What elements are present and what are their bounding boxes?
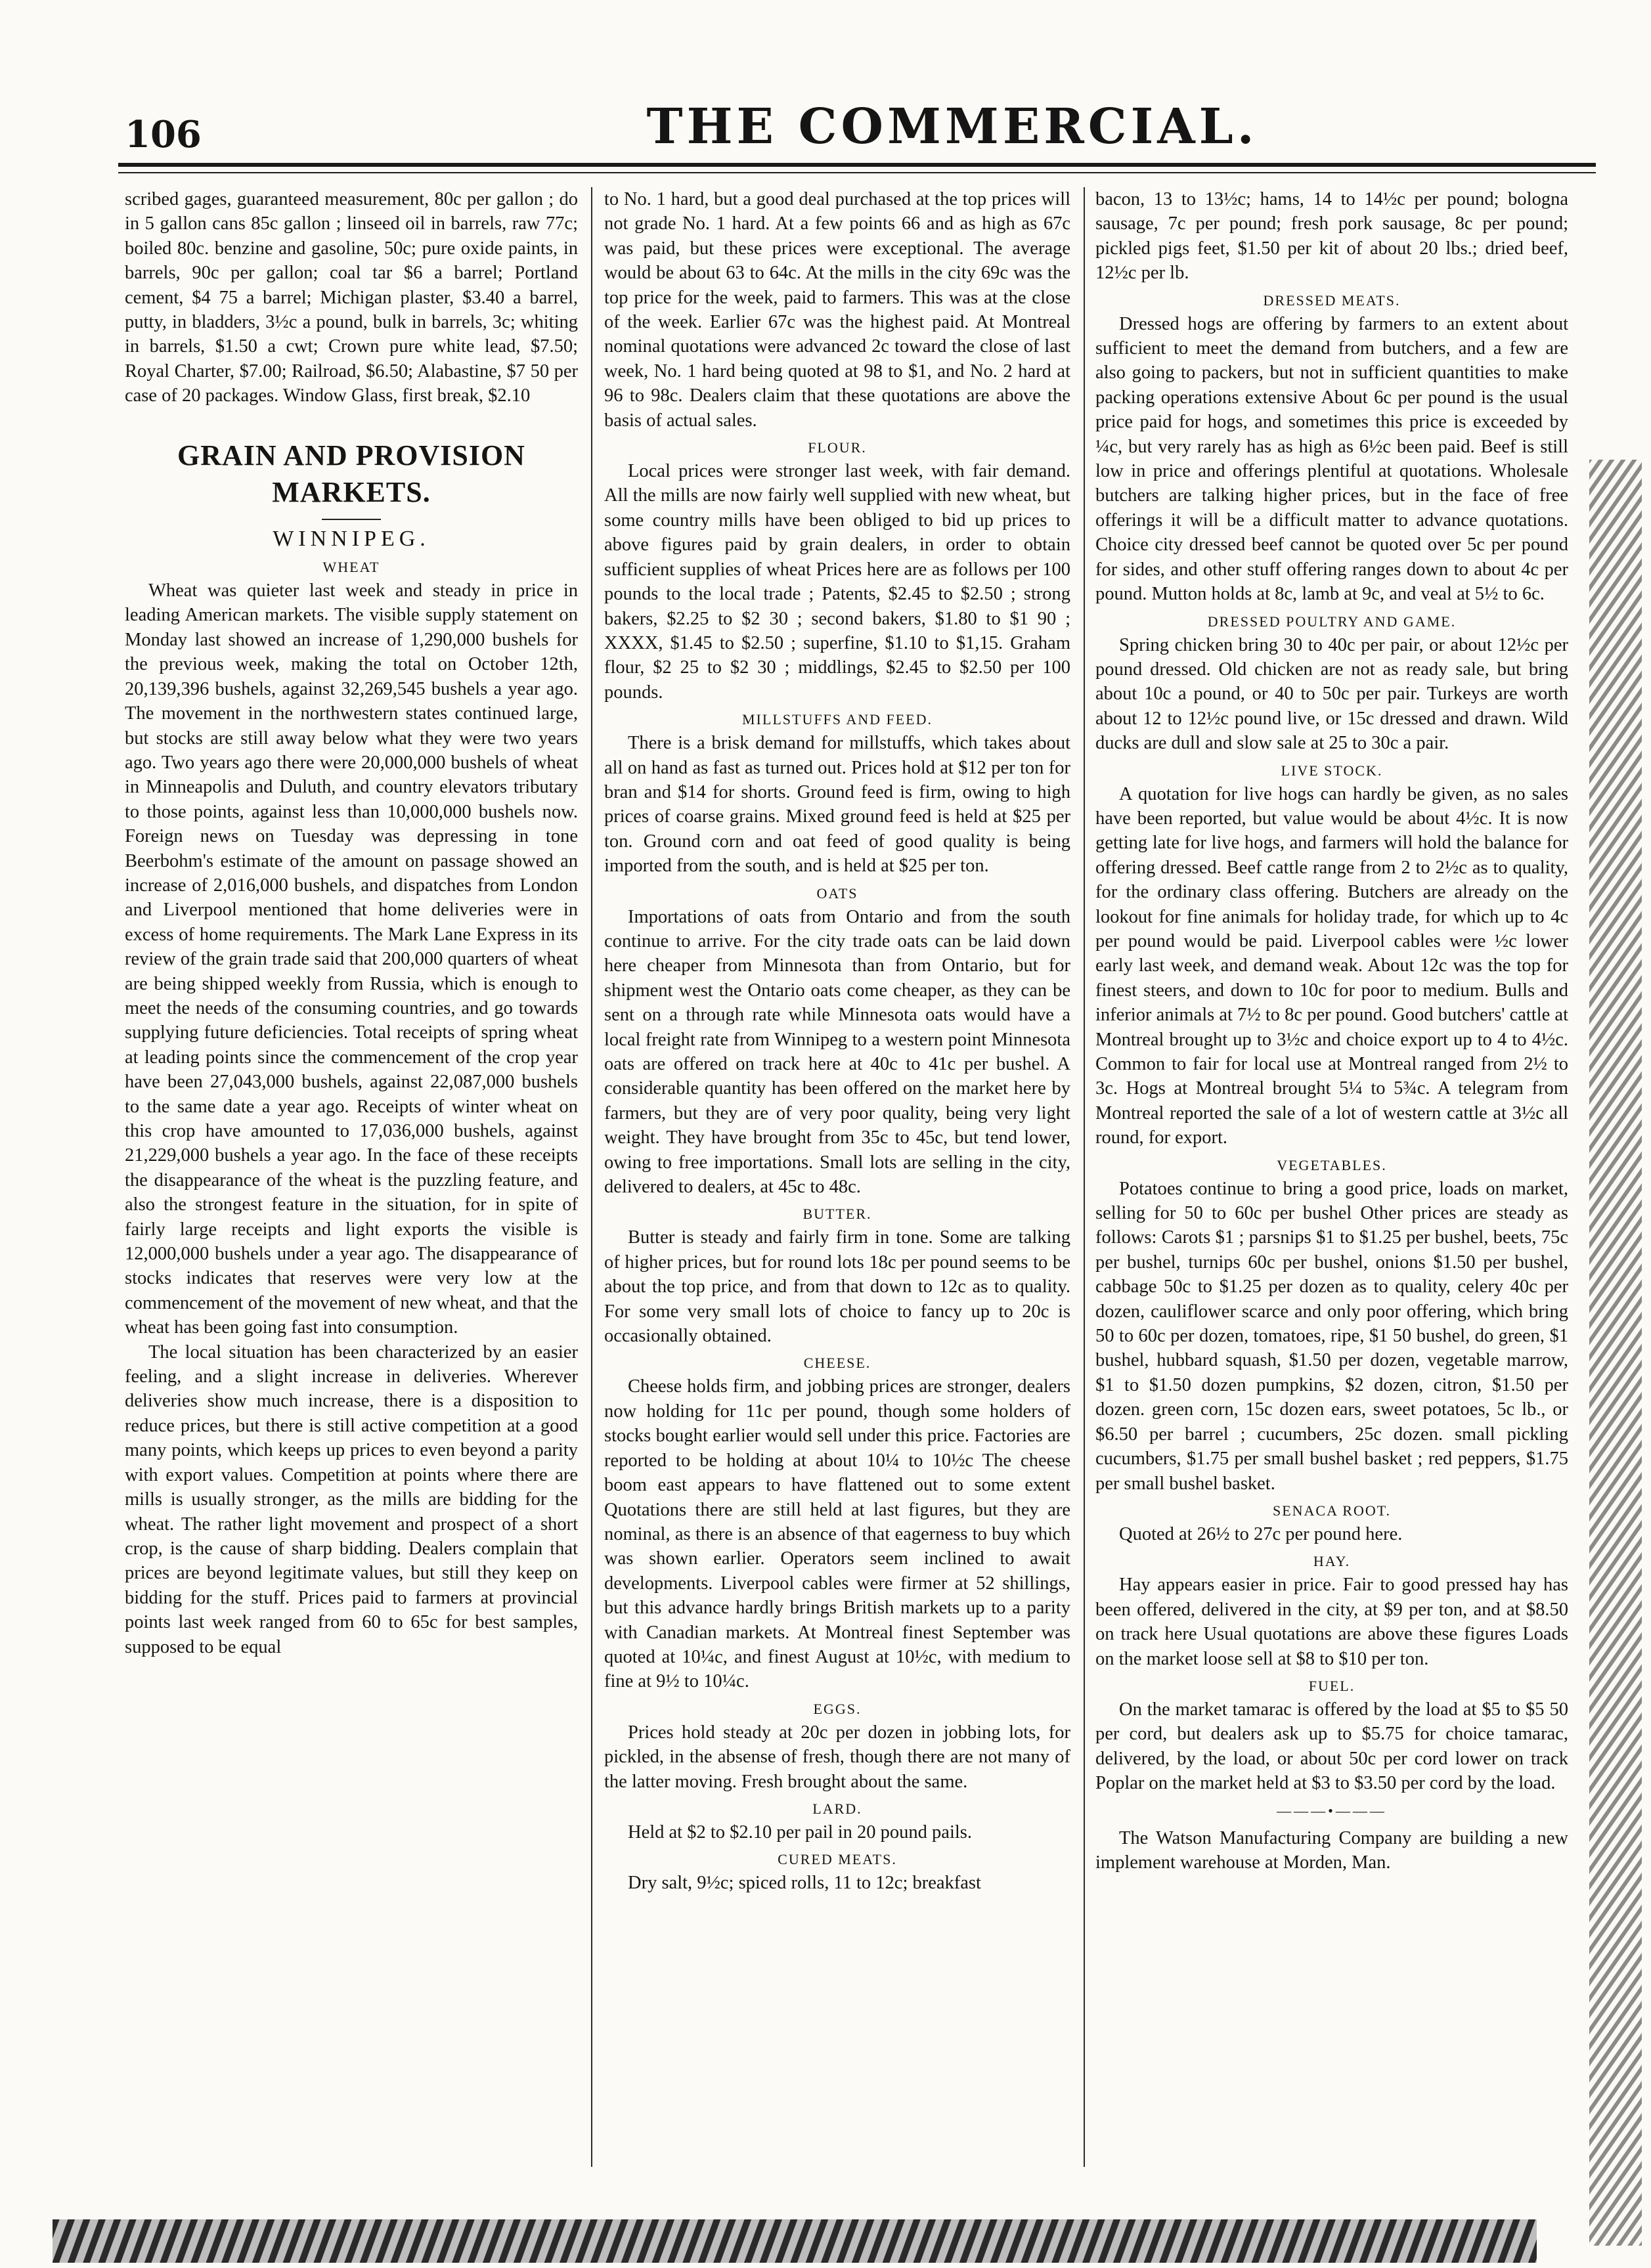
oats-paragraph: Importations of oats from Ontario and from the south continue to arrive. For the city trade oats can be laid down here cheaper from Minnesota than from Ontario, but for shipment west the Ontario oats come cheaper, as they can be sent on a through rate while Minnesota oats would have a local freight rate from Winnipeg to a western point Minnesota oats are offered on track here at 40c to 41c per bushel. A considerable quantity has been offered on the market here by farmers, but they are of very poor quality, being very light weight. They have brought from 35c to 45c, but tend lower, owing to free importations. Small lots are selling in the city, delivered to dealers, at 45c to 48c. [604, 906, 1070, 1198]
butter-paragraph: Butter is steady and fairly firm in tone. Some are talking of higher prices, but for round lots 18c per pound seems to be about the top price, and from that down to 12c as to quality. For some very small lots of choice to fancy up to 20c is occasionally obtained. [604, 1227, 1070, 1347]
flour-subheading: FLOUR. [808, 439, 867, 456]
paint-prices-paragraph: scribed gages, guaranteed measurement, 80c per gallon ; do in 5 gallon cans 85c gallon ; linseed oil in barrels, raw 77c; boiled 80c. benzine and gasoline, 50c; pure oxide paints, in barrels, 90c per gallon; coal tar $6 a barrel; Portland cement, $4 75 a barrel; Michigan plaster, $3.40 a barrel, putty, in bladders, 3½c a pound, bulk in barrels, 3c; whiting in barrels, $1.50 a cwt; Crown pure white lead, $7.50; Royal Charter, $7.00; Railroad, $6.50; Alabastine, $7 50 per case of 20 packages. Window Glass, first break, $2.10 [125, 189, 578, 406]
millstuffs-subheading: MILLSTUFFS AND FEED. [742, 711, 933, 728]
masthead-rule-thick [118, 163, 1596, 167]
butter-subheading: BUTTER. [803, 1206, 872, 1223]
hay-paragraph: Hay appears easier in price. Fair to good pressed hay has been offered, delivered in the city, at $9 per ton, and at $8.50 on track here Usual quotations are above these figures Loads on the market loose sell at $8 to $10 per ton. [1095, 1575, 1568, 1669]
senaca-root-subheading: SENACA ROOT. [1272, 1502, 1392, 1519]
eggs-paragraph: Prices hold steady at 20c per dozen in jobbing lots, for pickled, in the absense of fresh, though there are not many of the latter moving. Fresh brought about the same. [604, 1722, 1070, 1792]
dressed-meats-paragraph: Dressed hogs are offering by farmers to an extent about sufficient to meet the demand from butchers, and a few are also going to packers, but not in sufficient quantities to make packing operations extensive About 6c per pound is the usual price paid for hogs, and sometimes this price is exceeded by ¼c, but very rarely has as high as 6½c been paid. Beef is still low in price and offerings plentiful at quotations. Wholesale butchers are talking higher prices, but in the face of free offerings it will be a difficult matter to advance quotations. Choice city dressed beef cannot be quoted over 5c per pound for sides, and other stuff offering ranges down to about 4c per pound. Mutton holds at 8c, lamb at 9c, and veal at 5½ to 6c. [1095, 313, 1568, 605]
fuel-subheading: FUEL. [1308, 1677, 1355, 1694]
watson-news-paragraph: The Watson Manufacturing Company are building a new implement warehouse at Morden, Man. [1095, 1827, 1568, 1873]
wheat-subheading: WHEAT [322, 559, 380, 576]
scan-edge-noise [1576, 460, 1642, 2246]
heading-rule [322, 519, 381, 520]
section-heading: GRAIN AND PROVISION MARKETS. [177, 439, 525, 508]
lard-subheading: LARD. [812, 1800, 862, 1817]
column-1 [125, 187, 578, 2173]
oats-subheading: OATS [816, 884, 858, 902]
column-divider-2 [1084, 187, 1085, 2167]
cured-meats-subheading: CURED MEATS. [778, 1851, 897, 1868]
poultry-paragraph: Spring chicken bring 30 to 40c per pair, or about 12½c per pound dressed. Old chicken are not as ready sale, but bring about 10c a pound, or 40 to 50c per pair. Turkeys are worth about 12 to 12½c pound live, or 15c dressed and drawn. Wild ducks are dull and slow sale at 25 to 30c a pair. [1095, 634, 1568, 754]
lard-paragraph: Held at $2 to $2.10 per pail in 20 pound pails. [628, 1821, 973, 1843]
masthead [0, 0, 1651, 171]
hay-subheading: HAY. [1313, 1553, 1351, 1570]
flour-paragraph: Local prices were stronger last week, with fair demand. All the mills are now fairly well supplied with new wheat, but some country mills have been obliged to bid up prices to above figures paid by grain dealers, in order to obtain sufficient supplies of wheat Prices here are as follows per 100 pounds to the local trade ; Patents, $2.45 to $2.50 ; strong bakers, $2.25 to $2 30 ; second bakers, $1.80 to $1 90 ; XXXX, $1.45 to $2.50 ; superfine, $1.10 to $1,15. Graham flour, $2 25 to $2 30 ; middlings, $2.45 to $2.50 per 100 pounds. [604, 461, 1070, 703]
cheese-paragraph: Cheese holds firm, and jobbing prices are stronger, dealers now holding for 11c per pound, though some holders of stocks bought earlier would sell under this price. Factories are reported to be holding at about 10¼ to 10½c The cheese boom east appears to have flattened out to some extent Quotations there are still held at last figures, but they are nominal, as there is an absence of that eagerness to buy which was shown earlier. Operators seem inclined to await developments. Liverpool cables were firmer at 52 shillings, but this advance hardly brings British markets up to a parity with Canadian markets. At Montreal finest September was quoted at 10¼c, and finest August at 10½c, with medium to fine at 9½ to 10¼c. [604, 1376, 1070, 1692]
scan-bottom-noise [53, 2219, 1537, 2263]
fuel-paragraph: On the market tamarac is offered by the load at $5 to $5 50 per cord, but dealers ask up to $5.75 for choice tamarac, delivered, by the load, or about 50c per cord lower on track Poplar on the market held at $3 to $3.50 per cord by the load. [1095, 1699, 1568, 1794]
column-2 [604, 187, 1070, 2173]
local-situation-paragraph: The local situation has been characterized by an easier feeling, and a slight increase in deliveries. Wherever deliveries show much increase, there is a disposition to reduce prices, but there is still active competition at a good many points, which keeps up prices to even beyond a parity with export values. Competition at points where there are mills is usually stronger, as the mills are bidding for the wheat. The rather light movement and prospect of a short crop, is the cause of sharp bidding. Dealers complain that prices are beyond legitimate values, but still they keep on bidding for the stuff. Prices paid to farmers at provincial points last week ranged from 60 to 65c for best samples, supposed to be equal [125, 1341, 578, 1657]
newspaper-title: THE COMMERCIAL. [646, 98, 1258, 155]
cheese-subheading: CHEESE. [803, 1355, 871, 1372]
dressed-meats-subheading: DRESSED MEATS. [1263, 292, 1401, 309]
cured-meats-paragraph: Dry salt, 9½c; spiced rolls, 11 to 12c; breakfast [628, 1873, 981, 1894]
eggs-subheading: EGGS. [813, 1700, 862, 1717]
ornamental-separator: ———•——— [1277, 1802, 1387, 1819]
column-3 [1095, 187, 1568, 2173]
millstuffs-paragraph: There is a brisk demand for millstuffs, which takes about all on hand as fast as turned out. Prices hold at $12 per ton for bran and $14 for shorts. Ground feed is firm, owing to high prices of coarse grains. Mixed ground feed is held at $25 per ton. Ground corn and oat feed of good quality is being imported from the south, and is held at $25 per ton. [604, 733, 1070, 877]
vegetables-paragraph: Potatoes continue to bring a good price, loads on market, selling for 50 to 60c per bushel Other prices are steady as follows: Carots $1 ; parsnips $1 to $1.25 per bushel, beets, 75c per bushel, turnips 60c per bushel, onions $1.50 per bushel, cabbage 50c to $1.25 per dozen as to quality, celery 40c per dozen, cauliflower scarce and only poor offering, which bring 50 to 60c per dozen, tomatoes, ripe, $1 50 bushel, do green, $1 bushel, hubbard squash, $1.50 per dozen, vegetable marrow, $1 to $1.50 dozen pumpkins, $2 dozen, citron, $1.50 per dozen. green corn, 15c dozen ears, sweet potatoes, 5c lb., or $6.50 per barrel ; cucumbers, 25c dozen. small pickling cucumbers, $1.75 per small bushel basket ; red peppers, $1.75 per small bushel basket. [1095, 1178, 1568, 1494]
poultry-subheading: DRESSED POULTRY AND GAME. [1207, 613, 1457, 630]
vegetables-subheading: VEGETABLES. [1277, 1156, 1387, 1173]
live-stock-subheading: LIVE STOCK. [1281, 762, 1383, 779]
masthead-rule-thin [118, 172, 1596, 173]
city-heading: WINNIPEG. [273, 526, 430, 551]
live-stock-paragraph: A quotation for live hogs can hardly be given, as no sales have been reported, but value would be about 4½c. It is now getting late for live hogs, and farmers will hold the balance for offering dressed. Beef cattle range from 2 to 2½c as to quality, for the ordinary class offering. Butchers are already on the lookout for fine animals for holiday trade, for which up to 4c per pound would be paid. Liverpool cables were ½c lower early last week, and demand weak. About 12c was the top for finest steers, and down to 10c for poor to medium. Bulls and inferior animals at 7½ to 8c per pound. Good butchers' cattle at Montreal brought up to 3½c and choice export up to 4 to 4½c. Common to fair for local use at Montreal ranged from 2½ to 3c. Hogs at Montreal brought 5¼ to 5¾c. A telegram from Montreal reported the sale of a lot of western cattle at 3½c all round, for export. [1095, 783, 1568, 1148]
wheat-paragraph: Wheat was quieter last week and steady in price in leading American markets. The visible supply statement on Monday last showed an increase of 1,290,000 bushels for the previous week, making the total on October 12th, 20,139,396 bushels, against 32,269,545 bushels a year ago. The movement in the northwestern states continued large, but stocks are still away below what they were two years ago. Two years ago there were 20,000,000 bushels of wheat in Minneapolis and Duluth, and country elevators tributary to those points, against less than 10,000,000 bushels now. Foreign news on Tuesday was depressing in tone Beerbohm's estimate of the amount on passage showed an increase of 2,016,000 bushels, and dispatches from London and Liverpool mentioned that home deliveries were in excess of home requirements. The Mark Lane Express in its review of the grain trade said that 200,000 quarters of wheat are being shipped weekly from Russia, which is enough to meet the needs of the consuming countries, and go towards supplying future deficiencies. Total receipts of spring wheat at leading points since the commencement of the crop year have been 27,043,000 bushels, against 22,087,000 bushels to the same date a year ago. Receipts of winter wheat on this crop have amounted to 17,036,000 bushels, against 21,229,000 bushels a year ago. In the face of these receipts the disappearance of the wheat is the puzzling feature, and also the strongest feature in the situation, for in spite of fairly large receipts and light exports the visible is 12,000,000 bushels under a year ago. The disappearance of stocks indicates that reserves were very low at the commencement of the movement of new wheat, and that the wheat has been going fast into consumption. [125, 580, 578, 1338]
page-number: 106 [125, 113, 202, 156]
column-divider-1 [591, 187, 592, 2167]
cured-meats-continued-paragraph: bacon, 13 to 13½c; hams, 14 to 14½c per pound; bologna sausage, 7c per pound; fresh pork sausage, 8c per pound; pickled pigs feet, $1.50 per kit of about 20 lbs.; dried beef, 12½c per lb. [1095, 189, 1568, 284]
wheat-continued-paragraph: to No. 1 hard, but a good deal purchased at the top prices will not grade No. 1 hard. At a few points 66 and as high as 67c was paid, but these prices were exceptional. The average would be about 63 to 64c. At the mills in the city 69c was the top price for the week, paid to farmers. This was at the close of the week. Earlier 67c was the highest paid. At Montreal nominal quotations were advanced 2c toward the close of last week, No. 1 hard being quoted at 98 to $1, and No. 2 hard at 96 to 98c. Dealers claim that these quotations are above the basis of actual sales. [604, 189, 1070, 431]
senaca-root-paragraph: Quoted at 26½ to 27c per pound here. [1119, 1523, 1403, 1544]
